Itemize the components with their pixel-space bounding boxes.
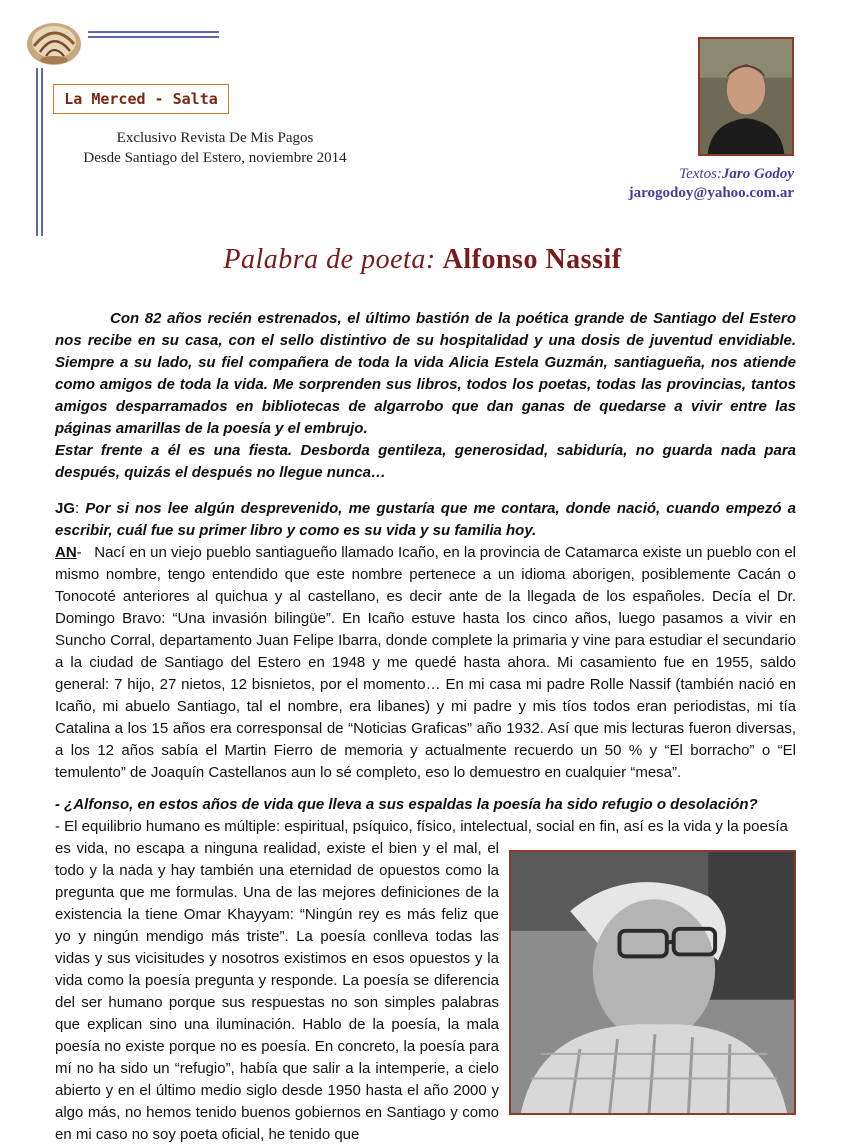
question-1-tag: JG: [55, 500, 76, 517]
shell-logo-icon: [24, 16, 84, 68]
poet-photo: [509, 850, 796, 1115]
answer-1-text: Nací en un viejo pueblo santiagueño llamado Icaño, en la provincia de Catamarca existe un pueblo con el mismo nombre, tengo entendido que este nombre pertenece a un idioma aborigen, posiblemente Cacán o Tonocoté anteriores al quichua y al castellano, es decir ante de la llegada de los españoles. Decía el Dr. Domingo Bravo: “Una invasión bilingüe”. En Icaño estuve hasta los cinco años, luego pasamos a vivir en Suncho Corral, departamento Juan Felipe Ibarra, donde complete la primaria y vine para estudiar el secundario a la ciudad de Santiago del Estero en 1948 y me quedé hasta ahora. Mi casamiento fue en 1955, saldo general: 7 hijo, 27 nietos, 12 bisnietos, por el momento… En mi casa mi padre Rolle Nassif (también nació en Icaño, mi abuelo Santiago, tal el nombre, era libanes) y mi padre y mis tíos todos eran periodistas, mi tía Catalina a los 15 años era corresponsal de “Noticias Graficas” año 1932. Así que mis lecturas fueron diversas, a los 12 años sabía el Martin Fierro de memoria y actualmente recuerdo un 50 % y “El borracho” o “El temulento” de Joaquín Castellanos aun lo sé completo, eso lo demuestro en cualquier “mesa”.: [55, 544, 796, 781]
location-label: La Merced - Salta: [53, 84, 229, 114]
title-bold: Alfonso Nassif: [442, 244, 622, 275]
credits-name: Jaro Godoy: [721, 166, 794, 182]
question-1: JG: Por si nos lee algún desprevenido, me gustaría que me contara, donde nació, cuando empezó a escribir, cuál fue su primer libro y como es su vida y su familia hoy.: [55, 500, 796, 539]
question-1-text: Por si nos lee algún desprevenido, me gustaría que me contara, donde nació, cuando empezó a escribir, cuál fue su primer libro y como es su vida y su familia hoy.: [55, 500, 796, 539]
header-rule-top: [88, 31, 219, 33]
qa-block-1: [55, 498, 796, 784]
credits-email[interactable]: jarogodoy@yahoo.com.ar: [628, 185, 794, 201]
qa-block-2: [55, 794, 796, 838]
question-2: - ¿Alfonso, en estos años de vida que lleva a sus espaldas la poesía ha sido refugio o desolación?: [55, 796, 758, 813]
author-photo: [698, 37, 794, 156]
exclusive-note: [60, 128, 370, 168]
intro-paragraph-1: Con 82 años recién estrenados, el último bastión de la poética grande de Santiago del Estero nos recibe en su casa, con el sello distintivo de su hospitalidad y una dosis de juventud envidiable. Siempre a su lado, su fiel compañera de toda la vida Alicia Estela Guzmán, santiagueña, nos atiende como amigos de toda la vida. Me sorprenden sus libros, todos los poetas, todas las provincias, tantos amigos desparramados en bibliotecas de algarrobo que dan ganas de quedarse a vivir entre las páginas amarillas de la poesía y el embrujo.: [55, 310, 796, 437]
header-rule-bottom: [88, 36, 219, 38]
credits-label: Textos:: [679, 166, 722, 182]
credits: [629, 164, 794, 203]
exclusive-line-1: Exclusivo Revista De Mis Pagos: [116, 130, 314, 146]
exclusive-line-2: Desde Santiago del Estero, noviembre 2014: [83, 150, 347, 166]
credits-author-line: [629, 164, 794, 184]
header-rule-left-inner: [41, 68, 43, 236]
article-title: [0, 244, 845, 276]
answer-2-text: es vida, no escapa a ninguna realidad, existe el bien y el mal, el todo y la nada y hay también una eternidad de opuestos como la pregunta que me formulas. Una de las mejores definiciones de la existencia la tiene Omar Khayyam: “Ningún rey es más feliz que yo y ningún mendigo más triste”. La poesía conlleva todas las vidas y sus vicisitudes y nosotros existimos en esos opuestos y la vida como la poesía pregunta y responde. La poesía se diferencia del ser humano porque sus respuestas no son simples palabras que explican sino una iluminación. Hablo de la poesía, la mala poesía no existe porque no es poesía. En concreto, la poesía para mí no ha sido un “refugio”, había que salir a la intemperie, a cielo abierto y en el último medio siglo desde 1950 hasta el año 2000 y algo más, no hemos tenido buenos gobiernos en Santiago y como en mi caso no soy poeta oficial, he tenido que: [55, 840, 499, 1143]
answer-1: AN- Nací en un viejo pueblo santiagueño llamado Icaño, en la provincia de Catamarca existe un pueblo con el mismo nombre, tengo entendido que este nombre pertenece a un idioma aborigen, posiblemente Cacán o Tonocoté anteriores al quichua y al castellano, es decir ante de la llegada de los españoles. Decía el Dr. Domingo Bravo: “Una invasión bilingüe”. En Icaño estuve hasta los cinco años, luego pasamos a vivir en Suncho Corral, departamento Juan Felipe Ibarra, donde complete la primaria y vine para estudiar el secundario a la ciudad de Santiago del Estero en 1948 y me quedé hasta ahora. Mi casamiento fue en 1955, saldo general: 7 hijo, 27 nietos, 12 bisnietos, por el momento… En mi casa mi padre Rolle Nassif (también nació en Icaño, mi abuelo Santiago, tal el nombre, era libanes) y mi padre y mis tíos todos eran periodistas, mi tía Catalina a los 15 años era corresponsal de “Noticias Graficas” año 1932. Así que mis lecturas fueron diversas, a los 12 años sabía el Martin Fierro de memoria y actualmente recuerdo un 50 % y “El borracho” o “El temulento” de Joaquín Castellanos aun lo sé completo, eso lo demuestro en cualquier “mesa”.: [55, 544, 796, 781]
article-intro: [55, 308, 796, 484]
answer-2-line-1: - El equilibrio humano es múltiple: espiritual, psíquico, físico, intelectual, social en fin, así es la vida y la poesía: [55, 818, 788, 835]
title-italic: Palabra de poeta:: [223, 244, 436, 275]
header-rule-left-outer: [36, 68, 38, 236]
intro-paragraph-2: Estar frente a él es una fiesta. Desborda gentileza, generosidad, sabiduría, no guarda nada para después, quizás el después no llegue nunca…: [55, 442, 796, 481]
answer-1-tag: AN: [55, 544, 77, 561]
